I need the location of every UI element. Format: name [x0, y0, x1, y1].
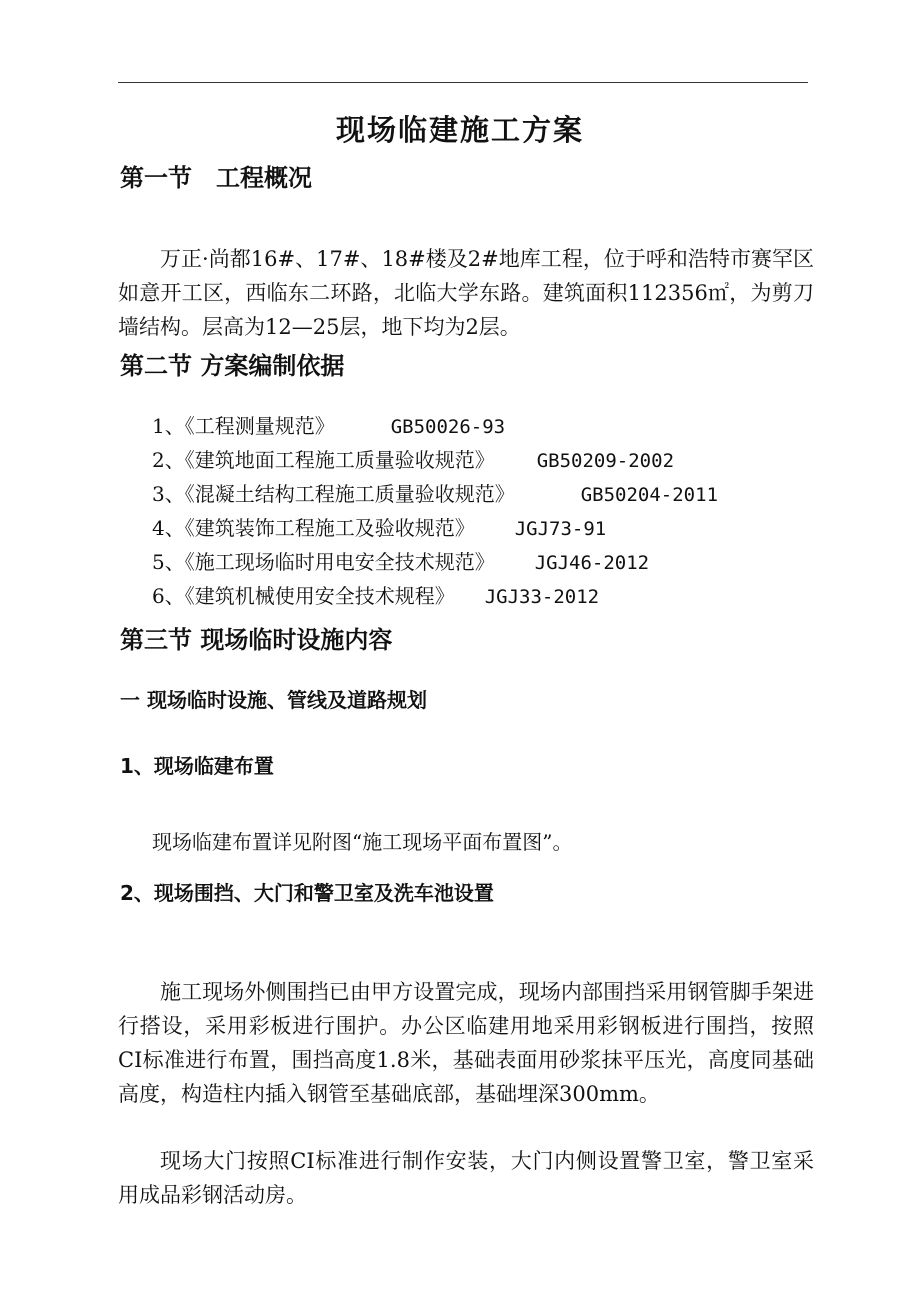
reference-list	[152, 409, 718, 613]
reference-number: 4、	[152, 516, 185, 540]
reference-code: JGJ33-2012	[484, 586, 600, 608]
reference-item	[152, 579, 718, 613]
reference-title: 《混凝土结构工程施工质量验收规范》	[184, 482, 515, 506]
item-1-heading: 1、现场临建布置	[120, 754, 274, 778]
section-3-heading: 第三节 现场临时设施内容	[120, 626, 393, 654]
reference-code: JGJ73-91	[514, 518, 607, 540]
subsection-heading: 一 现场临时设施、管线及道路规划	[120, 688, 427, 712]
reference-number: 6、	[152, 584, 185, 608]
gate-paragraph: 现场大门按照CI标准进行制作安装，大门内侧设置警卫室，警卫室采用成品彩钢活动房。	[118, 1149, 814, 1207]
reference-item	[152, 443, 718, 477]
section-2-heading: 第二节 方案编制依据	[120, 352, 345, 380]
reference-title: 《建筑机械使用安全技术规程》	[184, 584, 455, 608]
reference-item	[152, 477, 718, 511]
reference-number: 3、	[152, 482, 185, 506]
reference-number: 2、	[152, 448, 185, 472]
reference-title: 《建筑装饰工程施工及验收规范》	[184, 516, 475, 540]
reference-title: 《建筑地面工程施工质量验收规范》	[184, 448, 495, 472]
layout-reference-text: 现场临建布置详见附图“施工现场平面布置图”。	[152, 830, 573, 854]
header-rule	[118, 82, 808, 83]
reference-code: GB50026-93	[390, 416, 506, 438]
reference-number: 5、	[152, 550, 185, 574]
reference-code: GB50204-2011	[580, 484, 719, 506]
section-1-heading: 第一节 工程概况	[120, 164, 312, 192]
document-title: 现场临建施工方案	[335, 113, 584, 147]
enclosure-paragraph: 施工现场外侧围挡已由甲方设置完成，现场内部围挡采用钢管脚手架进行搭设，采用彩板进行围护。办公区临建用地采用彩钢板进行围挡，按照CI标准进行布置，围挡高度1.8米，基础表面用砂浆抹平压光，高度同基础高度，构造柱内插入钢管至基础底部，基础埋深300mm。	[118, 980, 814, 1106]
reference-title: 《施工现场临时用电安全技术规范》	[184, 550, 495, 574]
reference-number: 1、	[152, 414, 185, 438]
reference-item	[152, 409, 718, 443]
reference-code: GB50209-2002	[536, 450, 675, 472]
project-overview-paragraph: 万正·尚都16#、17#、18#楼及2#地库工程，位于呼和浩特市赛罕区如意开工区，西临东二环路，北临大学东路。建筑面积112356㎡，为剪刀墙结构。层高为12—25层，地下均为2层。	[118, 247, 814, 339]
reference-title: 《工程测量规范》	[184, 414, 335, 438]
reference-code: JGJ46-2012	[534, 552, 650, 574]
reference-item	[152, 545, 718, 579]
reference-item	[152, 511, 718, 545]
item-2-heading: 2、现场围挡、大门和警卫室及洗车池设置	[120, 881, 494, 905]
